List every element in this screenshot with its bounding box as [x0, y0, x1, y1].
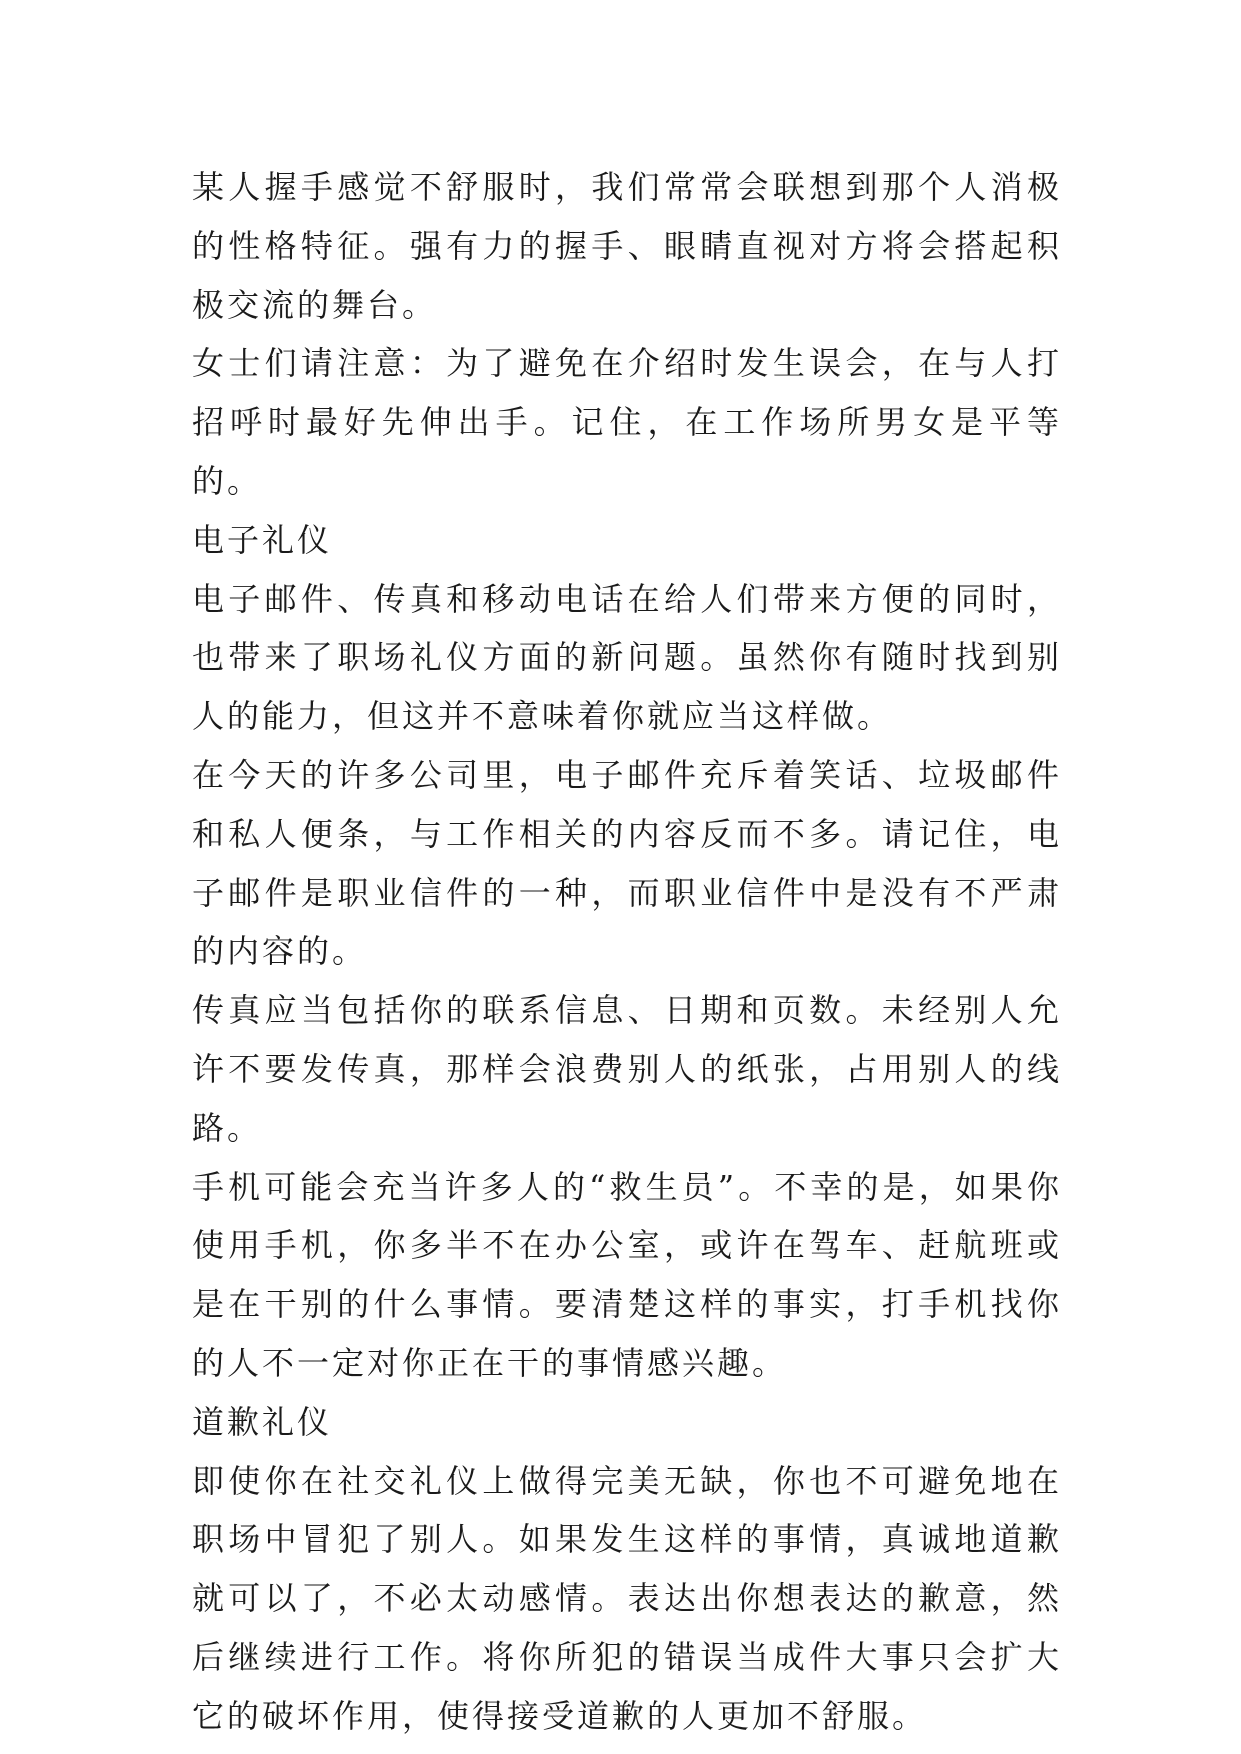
paragraph-handshake: 某人握手感觉不舒服时，我们常常会联想到那个人消极的性格特征。强有力的握手、眼睛直视对方将会搭起积极交流的舞台。 [192, 168, 1062, 324]
paragraph-mobile-phone: 手机可能会充当许多人的“救生员”。不幸的是，如果你使用手机，你多半不在办公室，或许在驾车、赶航班或是在干别的什么事情。要清楚这样的事实，打手机找你的人不一定对你正在干的事情感兴趣。 [192, 1167, 1062, 1382]
paragraph-email: 在今天的许多公司里，电子邮件充斥着笑话、垃圾邮件和私人便条，与工作相关的内容反而不多。请记住，电子邮件是职业信件的一种，而职业信件中是没有不严肃的内容的。 [192, 755, 1062, 971]
paragraph-electronic-intro: 电子邮件、传真和移动电话在给人们带来方便的同时，也带来了职场礼仪方面的新问题。虽然你有随时找到别人的能力，但这并不意味着你就应当这样做。 [192, 579, 1062, 736]
paragraph-ladies-note: 女士们请注意：为了避免在介绍时发生误会，在与人打招呼时最好先伸出手。记住，在工作场所男女是平等的。 [192, 344, 1062, 500]
heading-electronic-etiquette: 电子礼仪 [192, 520, 333, 559]
heading-apology-etiquette: 道歉礼仪 [192, 1402, 333, 1441]
paragraph-fax: 传真应当包括你的联系信息、日期和页数。未经别人允许不要发传真，那样会浪费别人的纸张，占用别人的线路。 [192, 991, 1062, 1147]
paragraph-apology: 即使你在社交礼仪上做得完美无缺，你也不可避免地在职场中冒犯了别人。如果发生这样的事情，真诚地道歉就可以了，不必太动感情。表达出你想表达的歉意，然后继续进行工作。将你所犯的错误当成件大事只会扩大它的破坏作用，使得接受道歉的人更加不舒服。 [192, 1461, 1062, 1735]
document-body [192, 158, 1062, 1746]
